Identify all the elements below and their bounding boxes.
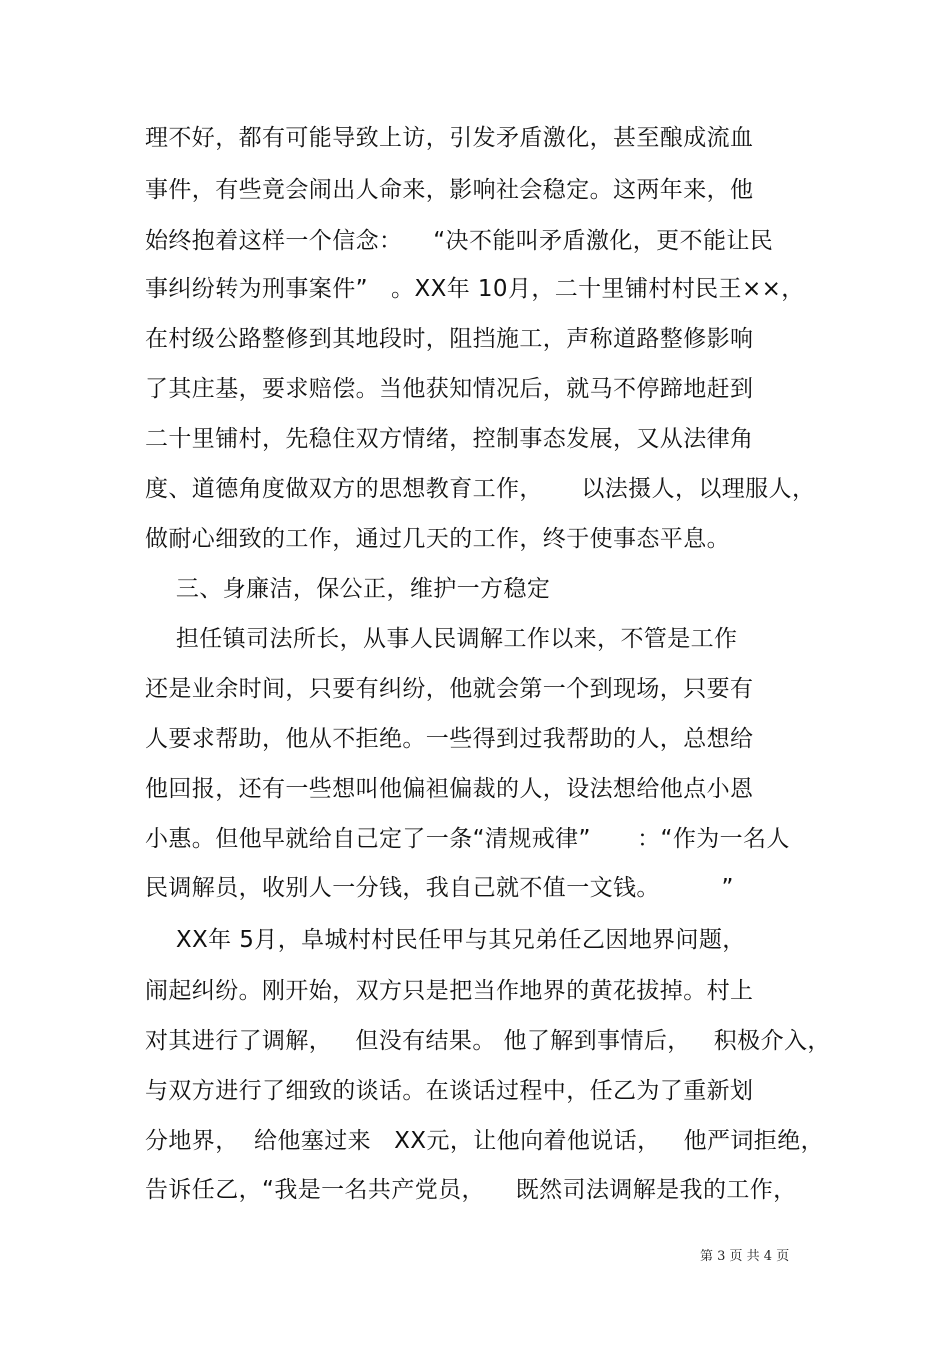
body-text-line: 小惠。但他早就给自己定了一条“清规戒律” ：“作为一名人: [145, 826, 790, 852]
body-text-line: 在村级公路整修到其地段时，阻挡施工，声称道路整修影响: [145, 326, 754, 352]
body-text-line: 他回报，还有一些想叫他偏袒偏裁的人，设法想给他点小恩: [145, 776, 754, 802]
body-text-line: 担任镇司法所长，从事人民调解工作以来，不管是工作: [145, 626, 738, 652]
body-text-line: 分地界， 给他塞过来 XX元，让他向着他说话， 他严词拒绝，: [145, 1128, 825, 1154]
body-text-line: 做耐心细致的工作，通过几天的工作，终于使事态平息。: [145, 526, 730, 552]
body-text-line: 告诉任乙，“我是一名共产党员， 既然司法调解是我的工作，: [145, 1177, 797, 1203]
section-heading: 三、身廉洁，保公正，维护一方稳定: [145, 576, 551, 602]
body-text-line: 事纠纷转为刑事案件” 。XX年 10月，二十里铺村村民王××，: [145, 276, 805, 302]
body-text-line: 事件，有些竟会闹出人命来，影响社会稳定。这两年来，他: [145, 177, 754, 203]
body-text-line: 民调解员，收别人一分钱，我自己就不值一文钱。 ”: [145, 875, 734, 901]
body-text-line: 始终抱着这样一个信念： “决不能叫矛盾激化，更不能让民: [145, 228, 774, 254]
body-text-line: 度、道德角度做双方的思想教育工作， 以法摄人，以理服人，: [145, 476, 816, 502]
body-text-line: 闹起纠纷。刚开始，双方只是把当作地界的黄花拔掉。村上: [145, 978, 754, 1004]
page-number-footer: 第 3 页 共 4 页: [700, 1249, 790, 1264]
body-text-line: XX年 5月，阜城村村民任甲与其兄弟任乙因地界问题，: [145, 927, 746, 953]
body-text-line: 与双方进行了细致的谈话。在谈话过程中，任乙为了重新划: [145, 1078, 754, 1104]
body-text-line: 了其庄基，要求赔偿。当他获知情况后，就马不停蹄地赶到: [145, 376, 754, 402]
body-text-line: 人要求帮助，他从不拒绝。一些得到过我帮助的人，总想给: [145, 726, 754, 752]
body-text-line: 还是业余时间，只要有纠纷，他就会第一个到现场，只要有: [145, 676, 754, 702]
body-text-line: 对其进行了调解， 但没有结果。 他了解到事情后， 积极介入，: [145, 1028, 831, 1054]
body-text-line: 理不好，都有可能导致上访，引发矛盾激化，甚至酿成流血: [145, 125, 754, 151]
body-text-line: 二十里铺村，先稳住双方情绪，控制事态发展，又从法律角: [145, 426, 754, 452]
